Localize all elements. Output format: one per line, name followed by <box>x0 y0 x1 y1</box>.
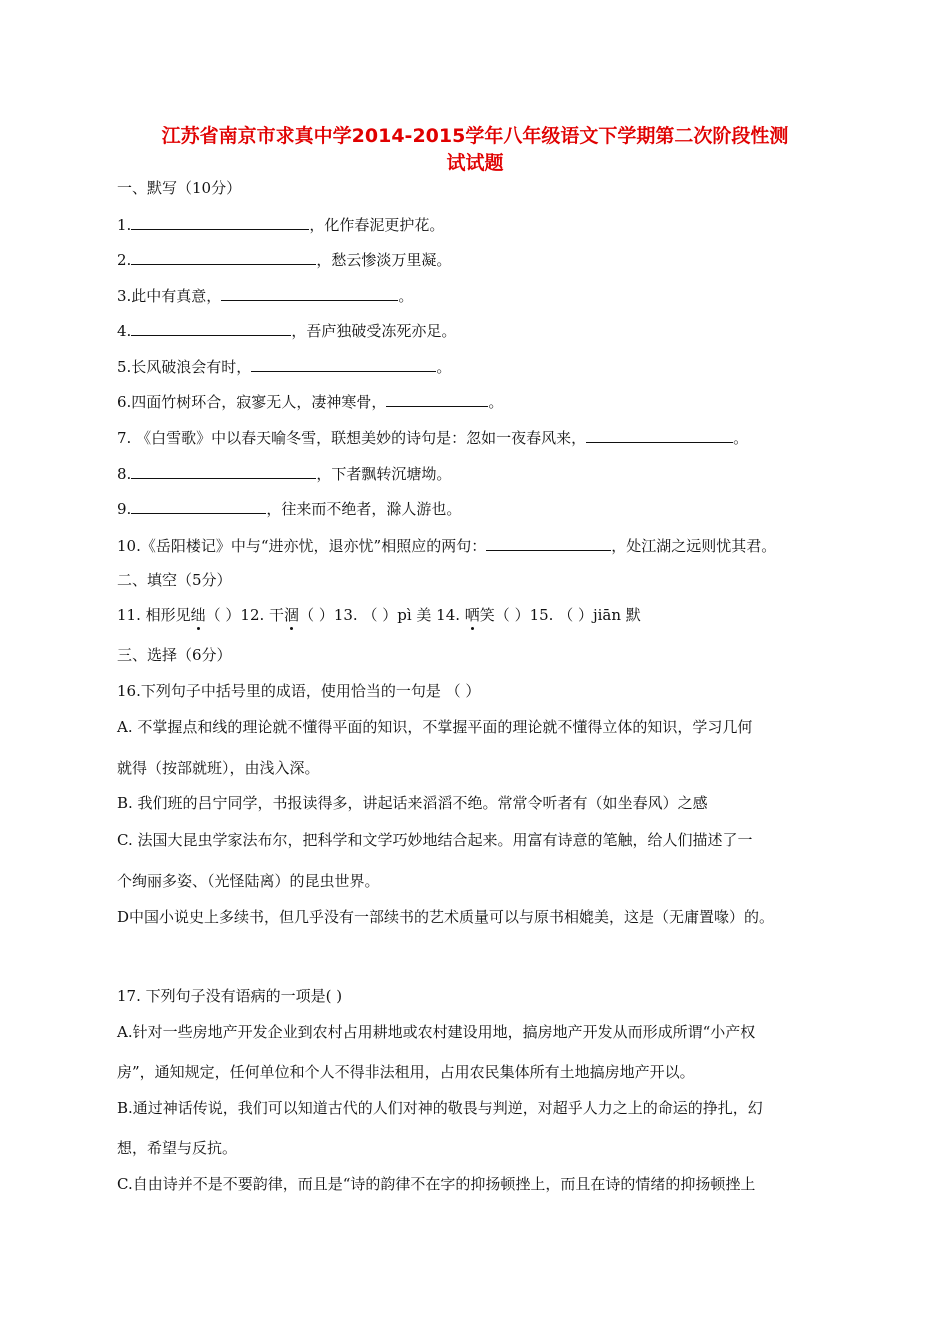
question-16-option-a: A. 不掌握点和线的理论就不懂得平面的知识，不掌握平面的理论就不懂得立体的知识，学习几何 <box>117 718 753 736</box>
section-heading-choice: 三、选择（6分） <box>117 646 232 664</box>
question-3: 3.此中有真意， 。 <box>117 287 414 305</box>
question-8: 8. ，下者飘转沉塘坳。 <box>117 465 452 483</box>
question-17-option-c: C.自由诗并不是不要韵律，而且是“诗的韵律不在字的抑扬顿挫上，而且在诗的情绪的抑扬顿挫上 <box>117 1175 756 1193</box>
question-9: 9. ，往来而不绝者，滁人游也。 <box>117 500 462 518</box>
question-16-option-c: C. 法国大昆虫学家法布尔，把科学和文学巧妙地结合起来。用富有诗意的笔触，给人们描述了一 <box>117 831 753 849</box>
answer-blank <box>131 320 291 336</box>
question-17-option-b: B.通过神话传说，我们可以知道古代的人们对神的敬畏与判逆，对超乎人力之上的命运的挣扎，幻 <box>117 1099 763 1117</box>
question-16-option-b: B. 我们班的吕宁同学，书报读得多，讲起话来滔滔不绝。常常令听者有（如坐春风）之感 <box>117 794 708 812</box>
document-title-line-1: 江苏省南京市求真中学2014-2015学年八年级语文下学期第二次阶段性测 <box>161 125 789 147</box>
question-1: 1. ，化作春泥更护花。 <box>117 216 445 234</box>
question-16-stem: 16.下列句子中括号里的成语，使用恰当的一句是 （ ） <box>117 682 481 700</box>
answer-blank <box>251 356 436 372</box>
answer-blank <box>131 214 309 230</box>
question-4: 4. ，吾庐独破受冻死亦足。 <box>117 322 457 340</box>
answer-blank <box>386 391 488 407</box>
question-10: 10.《岳阳楼记》中与“进亦忧，退亦忧”相照应的两句： ，处江湖之远则忧其君。 <box>117 537 777 555</box>
question-16-option-c-cont: 个绚丽多姿、（光怪陆离）的昆虫世界。 <box>117 872 380 890</box>
fill-in-questions-11-15: 11. 相形见绌（ ）12. 干涸（ ）13. （ ）pì 美 14. 哂笑（ ）15. （ ）jiān 默 <box>117 606 641 624</box>
answer-blank <box>131 463 316 479</box>
section-heading-dictation: 一、默写（10分） <box>117 179 242 197</box>
emphasis-dot-char: 涸 <box>284 606 300 624</box>
question-6: 6.四面竹树环合，寂寥无人，凄神寒骨， 。 <box>117 393 504 411</box>
answer-blank <box>131 498 266 514</box>
section-heading-fill-in: 二、填空（5分） <box>117 571 232 589</box>
emphasis-dot-char: 绌 <box>190 606 206 624</box>
question-16-option-a-cont: 就得（按部就班），由浅入深。 <box>117 759 320 777</box>
answer-blank <box>221 285 398 301</box>
question-2: 2. ，愁云惨淡万里凝。 <box>117 251 452 269</box>
question-7: 7. 《白雪歌》中以春天喻冬雪，联想美妙的诗句是：忽如一夜春风来， 。 <box>117 429 749 447</box>
answer-blank <box>486 535 611 551</box>
question-5: 5.长风破浪会有时， 。 <box>117 358 452 376</box>
question-17-option-b-cont: 想，希望与反抗。 <box>117 1139 238 1157</box>
answer-blank <box>586 427 733 443</box>
emphasis-dot-char: 哂 <box>464 606 480 624</box>
answer-blank <box>131 249 316 265</box>
question-17-option-a-cont: 房”，通知规定，任何单位和个人不得非法租用，占用农民集体所有土地搞房地产开以。 <box>117 1063 695 1081</box>
question-16-option-d: D中国小说史上多续书，但几乎没有一部续书的艺术质量可以与原书相媲美，这是（无庸置喙）的。 <box>117 908 775 926</box>
question-17-option-a: A.针对一些房地产开发企业到农村占用耕地或农村建设用地，搞房地产开发从而形成所谓“小产权 <box>117 1023 756 1041</box>
question-17-stem: 17. 下列句子没有语病的一项是( ) <box>117 987 343 1005</box>
document-title-line-2: 试试题 <box>446 152 504 174</box>
